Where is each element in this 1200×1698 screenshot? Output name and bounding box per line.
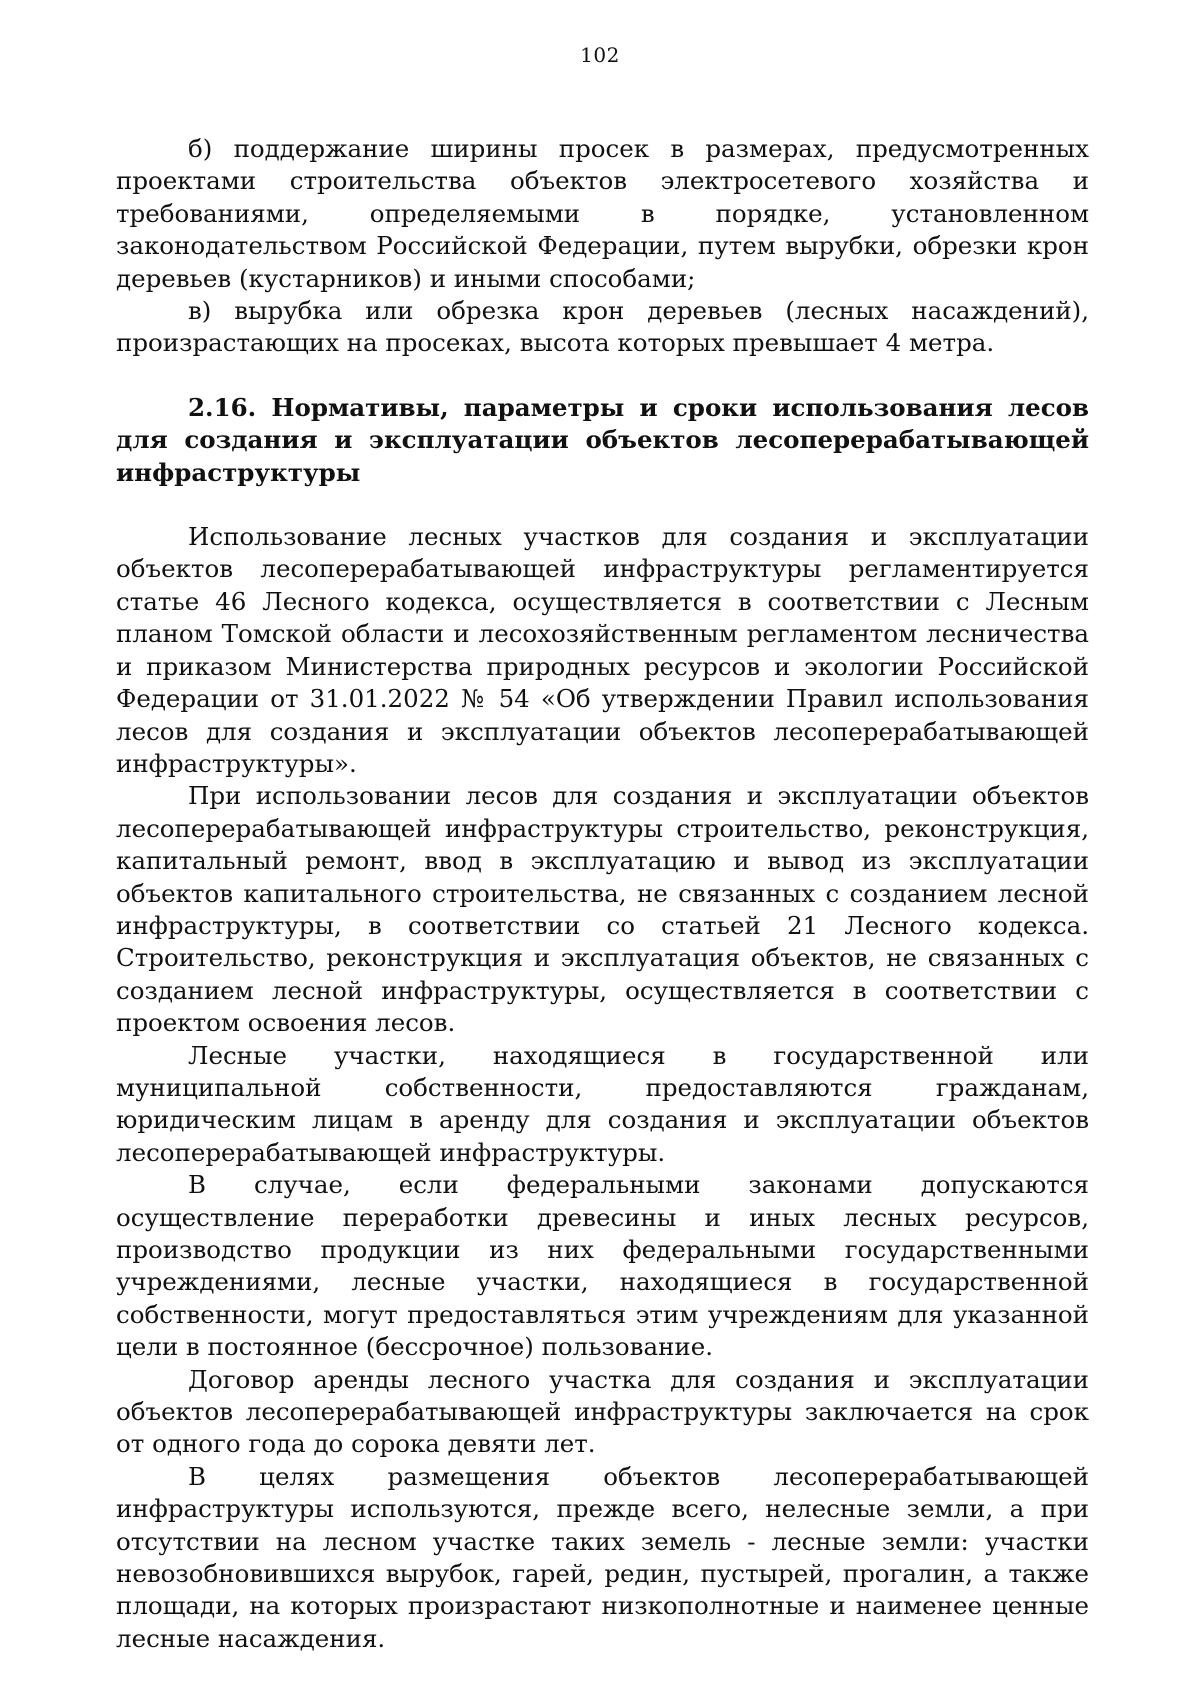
page-number: 102 bbox=[580, 43, 620, 67]
document-body bbox=[116, 133, 1089, 1655]
paragraph-v: в) вырубка или обрезка крон деревьев (лесных насаждений), произрастающих на просеках, высота которых превышает 4 метра. bbox=[116, 296, 1089, 358]
paragraph-construction: При использовании лесов для создания и эксплуатации объектов лесоперерабатывающей инфраструктуры строительство, реконструкция, капитальный ремонт, ввод в эксплуатацию и вывод из эксплуатации объектов капитального строительства, не связанных с созданием лесной инфраструктуры, в соответствии со статьей 21 Лесного кодекса. Строительство, реконструкция и эксплуатация объектов, не связанных с созданием лесной инфраструктуры, осуществляется в соответствии с проектом освоения лесов. bbox=[116, 781, 1089, 1038]
paragraph-b: б) поддержание ширины просек в размерах, предусмотренных проектами строительства объектов электросетевого хозяйства и требованиями, определяемыми в порядке, установленном законодательством Российской Федерации, путем вырубки, обрезки крон деревьев (кустарников) и иными способами; bbox=[116, 134, 1089, 293]
paragraph-usage: Использование лесных участков для создания и эксплуатации объектов лесоперерабатывающей инфраструктуры регламентируется статье 46 Лесного кодекса, осуществляется в соответствии с Лесным планом Томской области и лесохозяйственным регламентом лесничества и приказом Министерства природных ресурсов и экологии Российской Федерации от 31.01.2022 № 54 «Об утверждении Правил использования лесов для создания и эксплуатации объектов лесоперерабатывающей инфраструктуры». bbox=[116, 522, 1089, 778]
paragraph-contract: Договор аренды лесного участка для создания и эксплуатации объектов лесоперерабатывающей инфраструктуры заключается на срок от одного года до сорока девяти лет. bbox=[116, 1364, 1089, 1459]
paragraph-placement: В целях размещения объектов лесоперерабатывающей инфраструктуры используются, прежде всего, нелесные земли, а при отсутствии на лесном участке таких земель - лесные земли: участки невозобновившихся вырубок, гарей, редин, пустырей, прогалин, а также площади, на которых произрастают низкополнотные и наименее ценные лесные насаждения. bbox=[116, 1461, 1089, 1653]
paragraph-federal: В случае, если федеральными законами допускаются осуществление переработки древесины и иных лесных ресурсов, производство продукции из них федеральными государственными учреждениями, лесные участки, находящиеся в государственной собственности, могут предоставляться этим учреждениям для указанной цели в постоянное (бессрочное) пользование. bbox=[116, 1170, 1089, 1362]
section-heading: 2.16. Нормативы, параметры и сроки использования лесов для создания и эксплуатации объектов лесоперерабатывающей инфраструктуры bbox=[116, 392, 1089, 487]
paragraph-lease: Лесные участки, находящиеся в государственной или муниципальной собственности, предоставляются гражданам, юридическим лицам в аренду для создания и эксплуатации объектов лесоперерабатывающей инфраструктуры. bbox=[116, 1040, 1089, 1167]
